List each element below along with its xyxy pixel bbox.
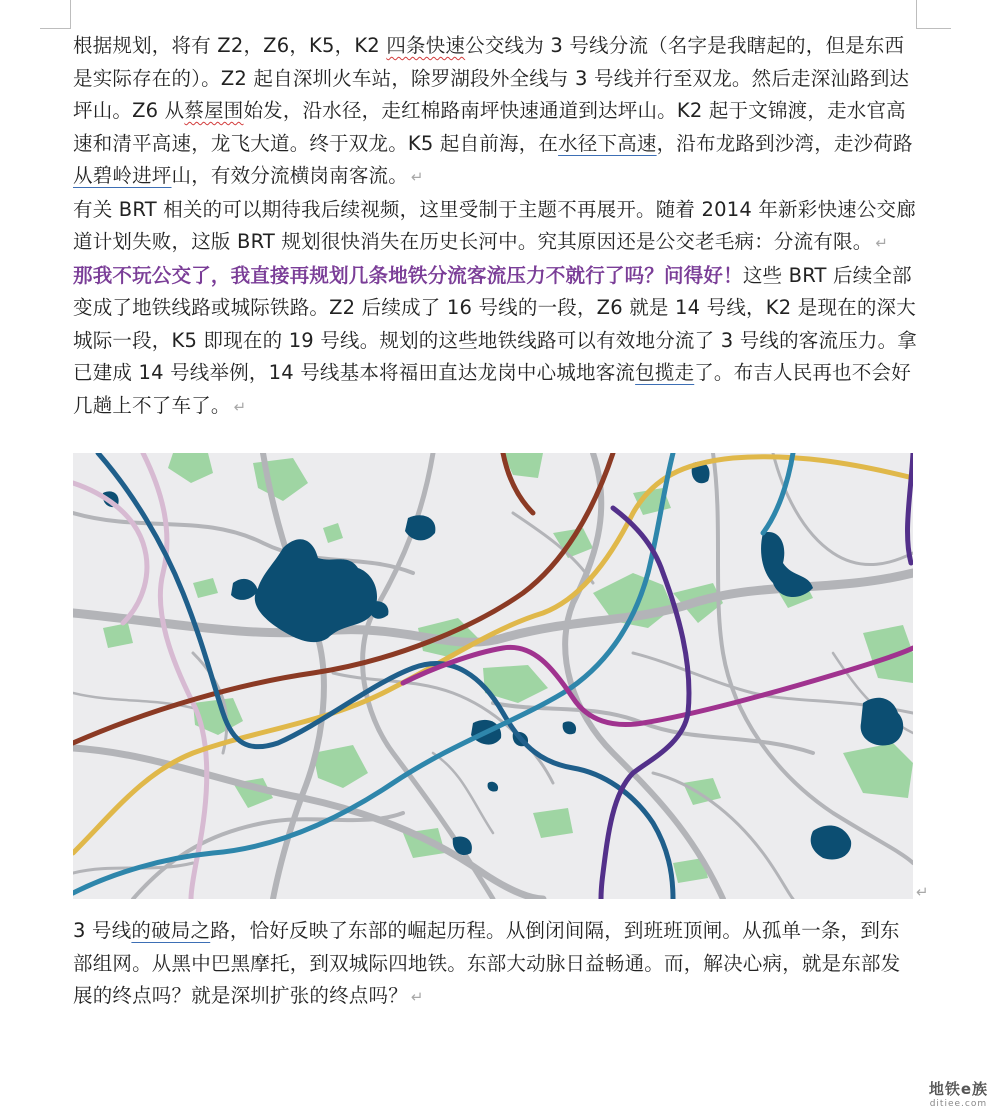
watermark-url: ditiee.com [929, 1099, 988, 1109]
paragraph-brt-routes: 根据规划，将有 Z2，Z6，K5，K2 四条快速公交线为 3 号线分流（名字是我瞎起的，但是东西是实际存在的）。Z2 起自深圳火车站，除罗湖段外全线与 3 号线并行至双龙。然后走深汕路到达坪山。Z6 从蔡屋围始发，沿水径，走红棉路南坪快速通道到达坪山。K2 起于文锦渡，走水官高速和清平高速，龙飞大道。终于双龙。K5 起自前海，在水径下高速，沿布龙路到沙湾，走沙荷路从碧岭进坪山，有效分流横岗南客流。 ↵ [73, 34, 913, 187]
page-corner-mark-right [916, 0, 951, 29]
paragraph-mark-icon: ↵ [233, 397, 247, 416]
watermark-logo-text: 地铁e族 [928, 1080, 988, 1098]
grammar-underline: 的破局之 [131, 919, 211, 942]
grammar-underline: 从碧岭进坪 [73, 164, 172, 187]
site-watermark [929, 1078, 988, 1109]
grammar-underline: 包揽走 [635, 361, 695, 384]
paragraph-conclusion: 3 号线的破局之路，恰好反映了东部的崛起历程。从倒闭间隔，到班班顶闸。从孤单一条，到东部组网。从黑中巴黑摩托，到双城际四地铁。东部大动脉日益畅通。而，解决心病，就是东部发展的终点吗？就是深圳扩张的终点吗？ ↵ [73, 919, 901, 1007]
paragraph-mark-icon: ↵ [410, 168, 424, 186]
paragraph-metro-lines: 那我不玩公交了，我直接再规划几条地铁分流客流压力不就行了吗？问得好！这些 BRT 后续全部变成了地铁线路或城际铁路。Z2 后续成了 16 号线的一段，Z6 就是 14 号线，K2 是现在的深大城际一段，K5 即现在的 19 号线。规划的这些地铁线路可以有效地分流了 3 号线的客流压力。拿已建成 14 号线举例，14 号线基本将福田直达龙岗中心城地客流包揽走了。布吉人民再也不会好几趟上不了车了。 ↵ [73, 263, 918, 417]
spellcheck-underline: 四条快速 [386, 34, 466, 57]
paragraph-mark-icon: ↵ [410, 988, 424, 1006]
paragraph-brt-failure: 有关 BRT 相关的可以期待我后续视频，这里受制于主题不再展开。随着 2014 年新彩快速公交廊道计划失败，这版 BRT 规划很快消失在历史长河中。究其原因还是公交老毛病：分流有限。 ↵ [73, 197, 916, 253]
page-corner-mark-left [40, 0, 71, 29]
paragraph-mark-icon: ↵ [916, 883, 929, 901]
grammar-underline: 水径下高速 [558, 131, 657, 155]
document-body [73, 30, 919, 423]
highlight-question: 那我不玩公交了，我直接再规划几条地铁分流客流压力不就行了吗？问得好！ [73, 263, 743, 287]
document-body-lower [73, 915, 919, 1014]
paragraph-mark-icon: ↵ [875, 234, 889, 252]
metro-map-svg [73, 453, 913, 899]
metro-map-image [73, 453, 913, 899]
spellcheck-underline: 蔡屋围 [184, 99, 244, 122]
